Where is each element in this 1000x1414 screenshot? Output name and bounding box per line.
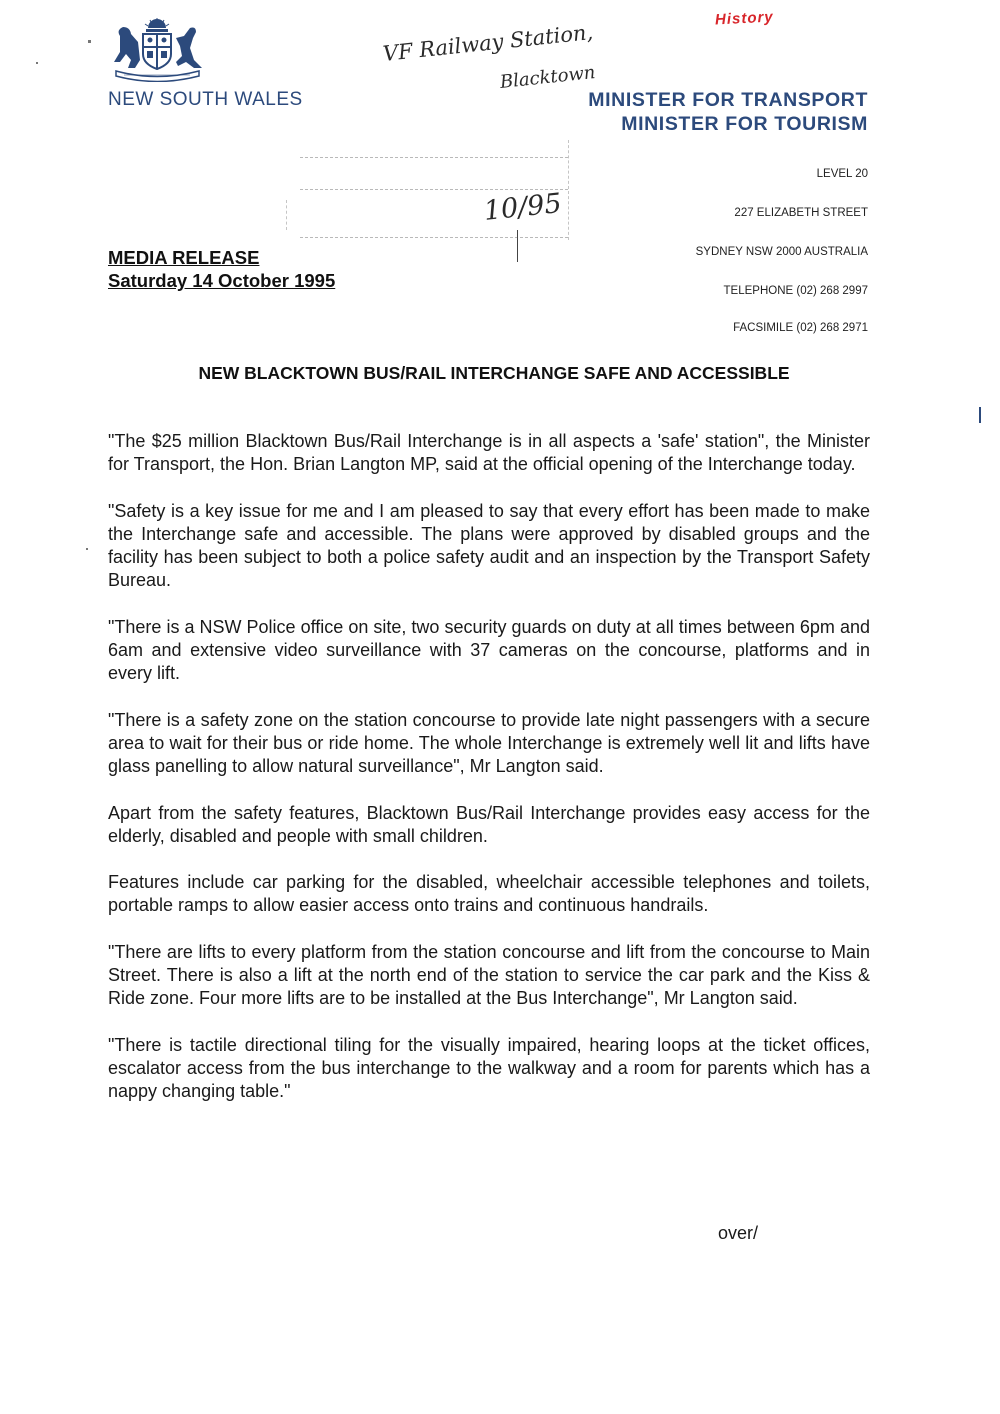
red-annotation-fragment: History — [714, 8, 775, 29]
telephone-line: TELEPHONE (02) 268 2997 — [723, 285, 868, 297]
address-line: 227 ELIZABETH STREET — [734, 207, 868, 219]
scan-speck — [88, 40, 91, 43]
paragraph: "The $25 million Blacktown Bus/Rail Interchange is in all aspects a 'safe' station", the Minister for Transport, the Hon. Brian Langton MP, said at the official opening of the Interchange today. — [108, 431, 870, 475]
paragraph: Features include car parking for the disabled, wheelchair accessible telephones and toilets, portable ramps to allow easier access onto trains and continuous handrails. — [108, 872, 870, 916]
handwritten-note-line1: VF Railway Station, — [381, 20, 595, 66]
paragraph: "There is a safety zone on the station concourse to provide late night passengers with a secure area to wait for their bus or ride home. The whole Interchange is extremely well lit and lifts have glass panelling to allow natural surveillance", Mr Langton said. — [108, 709, 870, 777]
headline — [0, 363, 1000, 384]
state-name: NEW SOUTH WALES — [108, 89, 303, 110]
address-line: SYDNEY NSW 2000 AUSTRALIA — [695, 246, 868, 258]
continuation-marker: over/ — [718, 1223, 759, 1243]
handwritten-note-line2: Blacktown — [498, 62, 597, 93]
stamp-line — [300, 237, 568, 238]
minister-title-transport: MINISTER FOR TRANSPORT — [588, 89, 868, 111]
stamp-line — [568, 140, 569, 240]
stamp-line — [300, 189, 568, 190]
stamp-line — [286, 200, 287, 230]
margin-mark — [979, 407, 981, 423]
pen-stroke — [517, 230, 518, 262]
paragraph: "Safety is a key issue for me and I am pleased to say that every effort has been made to make the Interchange safe and accessible. The plans were approved by disabled groups and the facility has been subject to both a police safety audit and an inspection by the Transport Safety Bureau. — [108, 500, 870, 591]
headline-text: NEW BLACKTOWN BUS/RAIL INTERCHANGE SAFE AND ACCESSIBLE — [198, 363, 790, 383]
release-type: MEDIA RELEASE — [108, 247, 260, 268]
stamp-line — [300, 157, 568, 158]
paragraph: "There is a NSW Police office on site, two security guards on duty at all times between 6pm and 6am and extensive video surveillance with 37 cameras on the concourse, platforms and in every lift. — [108, 616, 870, 684]
paragraph: "There is tactile directional tiling for the visually impaired, hearing loops at the ticket offices, escalator access from the bus interchange to the walkway and a room for parents which has a nappy changing table." — [108, 1034, 870, 1102]
scan-speck — [36, 62, 38, 64]
paragraph: "There are lifts to every platform from the station concourse and lift from the concourse to Main Street. There is also a lift at the north end of the station to service the car park and the Kiss & Ride zone. Four more lifts are to be installed at the Bus Interchange", Mr Langton said. — [108, 941, 870, 1009]
scan-speck — [86, 548, 88, 550]
nsw-coat-of-arms-icon — [110, 16, 205, 82]
paragraph: Apart from the safety features, Blacktown Bus/Rail Interchange provides easy access for the elderly, disabled and people with small children. — [108, 802, 870, 846]
address-line: LEVEL 20 — [816, 168, 868, 180]
body-text — [108, 430, 870, 1127]
file-number-handwritten: 10/95 — [482, 187, 564, 227]
minister-title-tourism: MINISTER FOR TOURISM — [621, 113, 868, 135]
release-date: Saturday 14 October 1995 — [108, 270, 336, 291]
facsimile-line: FACSIMILE (02) 268 2971 — [733, 322, 868, 334]
